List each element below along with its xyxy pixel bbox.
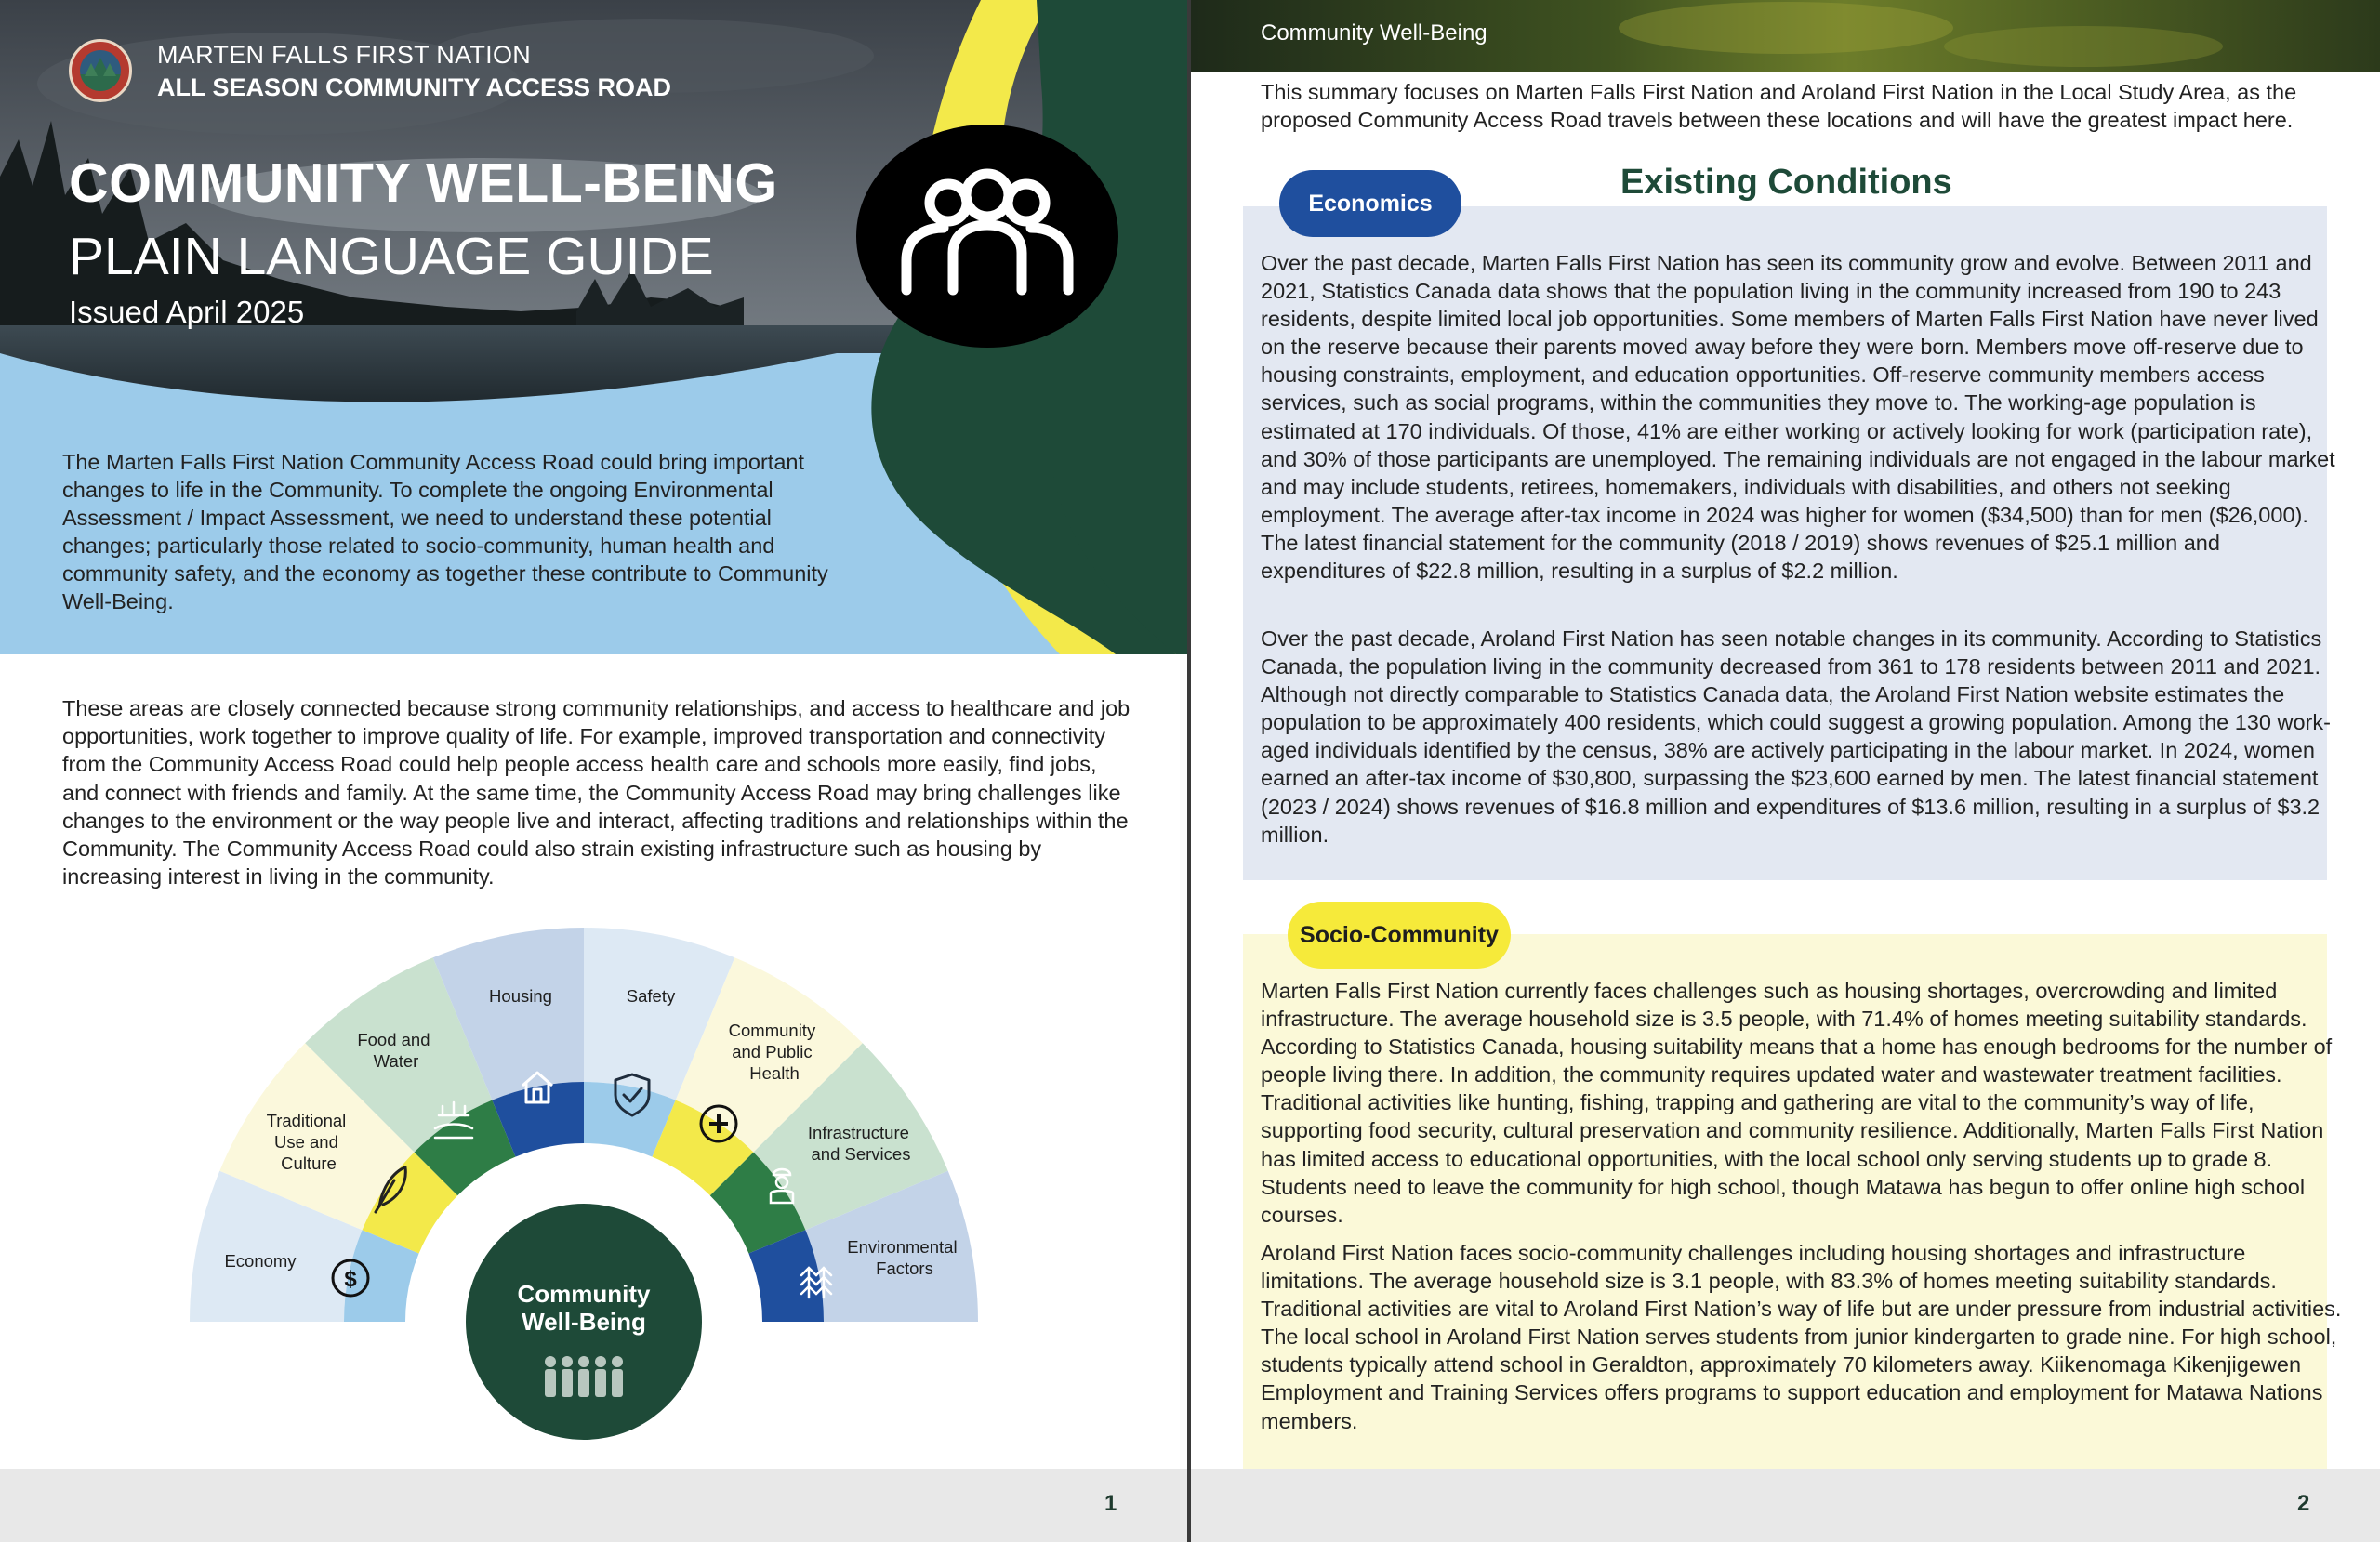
page-number: 1 xyxy=(1104,1491,1117,1516)
page-footer xyxy=(0,1469,1187,1542)
socio-paragraph-marten-falls: Marten Falls First Nation currently faces challenges such as housing shortages, overcrowding and limited infrastructure. The average household size is 3.5 people, with 71.4% of homes meeting suitability standards. According to Statistics Canada, housing suitability means that a home has enough bedrooms for the number of people living there. In addition, the community requires updated water and wastewater treatment facilities. Traditional activities like hunting, fishing, trapping and gathering are vital to the community’s way of life, supporting food security, cultural preservation and community resilience. Additionally, Marten Falls First Nation has limited access to educational opportunities, with the local school only serving students up to grade 8. Students need to leave the community for high school, though Matawa has begun to offer online high school courses. xyxy=(1261,979,2333,1227)
page-1 xyxy=(0,0,1187,1542)
safety-label: Safety xyxy=(626,986,676,1006)
guide-subtitle: PLAIN LANGUAGE GUIDE xyxy=(69,227,714,286)
existing-conditions-title: Existing Conditions xyxy=(1620,163,1952,202)
socio-community-tag: Socio-Community xyxy=(1288,902,1511,969)
page-number: 2 xyxy=(2297,1491,2310,1516)
guide-title: COMMUNITY WELL-BEING xyxy=(69,152,778,214)
svg-text:Well-Being: Well-Being xyxy=(522,1308,646,1336)
body-paragraph: These areas are closely connected because strong community relationships, and access to healthcare and job opportunities, work together to improve quality of life. For example, improved transportation and connectivity from the Community Access Road could help people access health care and schools more easily, find jobs, and connect with friends and family. At the same time, the Community Access Road may bring challenges like changes to the environment or the way people live and interact, affecting traditions and relationships within the Community. The Community Access Road could also strain existing infrastructure such as housing by increasing interest in living in the community. xyxy=(62,696,1130,890)
environmental-label: Environmental Factors xyxy=(847,1237,958,1278)
org-name-line1: MARTEN FALLS FIRST NATION xyxy=(157,41,532,69)
svg-text:$: $ xyxy=(344,1267,357,1292)
economy-label: Economy xyxy=(224,1251,297,1271)
summary-intro: This summary focuses on Marten Falls First Nation and Aroland First Nation in the Local Study Area, as the proposed Community Access Road travels between these locations and will have the greatest impact here. xyxy=(1261,80,2297,132)
section-header: Community Well-Being xyxy=(1261,20,1488,46)
intro-paragraph: The Marten Falls First Nation Community Access Road could bring important changes to life in the Community. To complete the ongoing Environmental Assessment / Impact Assessment, we need to understand these potential changes; particularly those related to socio-community, human health and community safety, and the economy as together these contribute to Community Well-Being. xyxy=(62,450,828,613)
economics-paragraph-marten-falls: Over the past decade, Marten Falls First Nation has seen its community grow and evolve. Between 2011 and 2021, Statistics Canada data shows that the population living in the community increased from 190 to 243 residents, despite limited local job opportunities. Some members of Marten Falls First Nation have never lived on the reserve because their parents moved away before they were born. Members move off-reserve due to housing constraints, employment, and education opportunities. Off-reserve community members access services, such as social programs, within the communities they move to. The working-age population is estimated at 170 individuals. Of those, 41% are either working or actively looking for work (participation rate), and 30% of those participants are unemployed. The remaining individuals are not engaged in the labour market and may include students, retirees, homemakers, individuals with disabilities, and others not seeking employment. The average after-tax income in 2024 was higher for women ($34,500) than for men ($26,000). The latest financial statement for the community (2018 / 2019) shows revenues of $25.1 million and expenditures of $22.8 million, resulting in a surplus of $2.2 million. xyxy=(1261,251,2335,584)
page-footer xyxy=(1191,1469,2380,1542)
marten-falls-logo xyxy=(69,39,132,102)
traditional-culture-label: Traditional Use and Culture xyxy=(266,1111,347,1173)
issue-date: Issued April 2025 xyxy=(69,295,305,329)
public-health-label: Community and Public Health xyxy=(728,1021,816,1083)
food-water-label: Food and Water xyxy=(357,1030,430,1071)
socio-paragraph-aroland: Aroland First Nation faces socio-community challenges including housing shortages and infrastructure limitations. The average household size is 3.1 people, with 83.3% of homes meeting suitability standards. Traditional activities are vital to Aroland First Nation’s way of life but are under pressure from industrial activities. The local school in Aroland First Nation serves students from junior kindergarten to grade nine. For high school, students typically attend school in Geraldton, approximately 70 kilometers away. Kiikenomaga Kikenjigewen Employment and Training Services offers programs to support education and employment for Matawa Nations members. xyxy=(1261,1241,2342,1433)
housing-label: Housing xyxy=(489,986,552,1006)
org-name-line2: ALL SEASON COMMUNITY ACCESS ROAD xyxy=(157,73,672,101)
well-being-wheel xyxy=(0,920,1187,1459)
svg-text:Community: Community xyxy=(517,1280,651,1308)
org-name xyxy=(157,41,671,102)
economics-paragraph-aroland: Over the past decade, Aroland First Nation has seen notable changes in its community. According to Statistics Canada, the population living in the community decreased from 361 to 178 residents between 2011 and 2021. Although not directly comparable to Statistics Canada data, the Aroland First Nation website estimates the population to be approximately 400 residents, which could suggest a growing population. Among the 130 work-aged individuals identified by the census, 38% are actively participating in the labour market. In 2024, women earned an after-tax income of $30,800, surpassing the $23,600 earned by men. The latest financial statement (2023 / 2024) shows revenues of $16.8 million and expenditures of $13.6 million, resulting in a surplus of $3.2 million. xyxy=(1261,626,2331,847)
well-being-center xyxy=(466,1204,702,1440)
infrastructure-label: Infrastructure and Services xyxy=(807,1123,911,1164)
economics-tag: Economics xyxy=(1279,170,1461,237)
page-2 xyxy=(1191,0,2380,1542)
